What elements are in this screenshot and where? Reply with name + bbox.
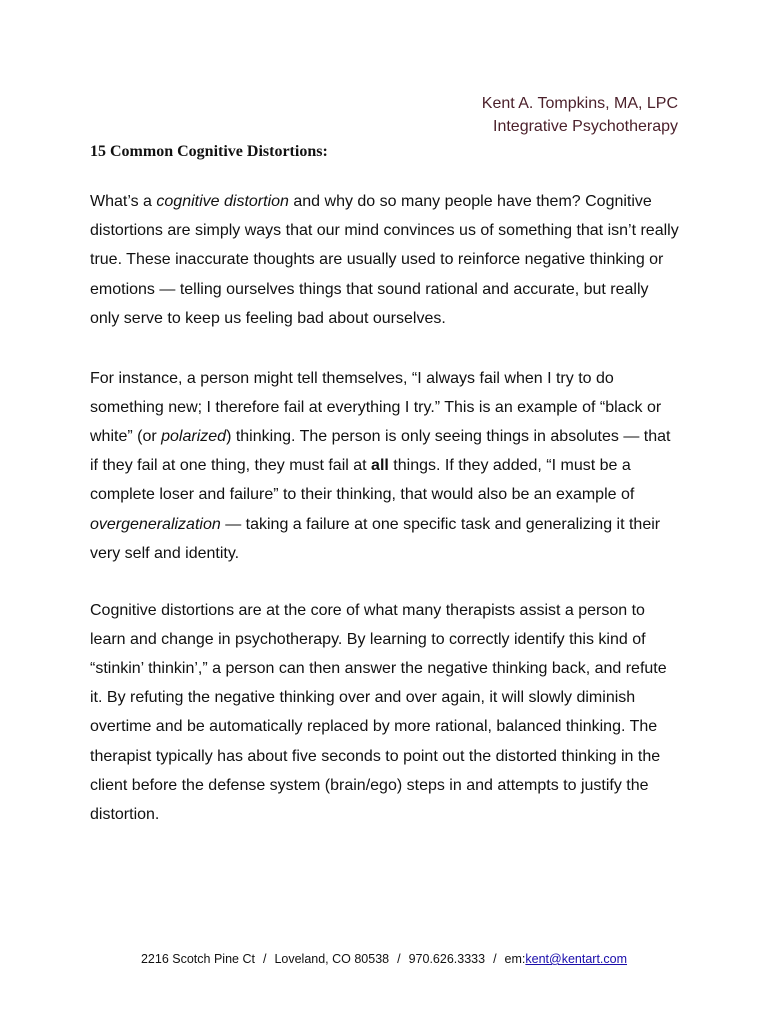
paragraph-therapy-text: Cognitive distortions are at the core of what many therapists assist a person to learn and change in psychotherapy. By learning to correctly identify this kind of “stinkin’ thinkin’,” a person can then answer the negative thinking back, and refute it. By refuting the negative thinking over and over again, it will slowly diminish overtime and be automatically replaced by more rational, balanced thinking. The therapist typically has about five seconds to point out the distorted thinking in the client before the defense system (brain/ego) steps in and attempts to justify the distortion. bbox=[90, 601, 667, 823]
emphasis-all: all bbox=[371, 457, 389, 475]
footer-phone: 970.626.3333 bbox=[408, 952, 486, 966]
letterhead bbox=[482, 92, 678, 138]
paragraph-example-text-4: — taking a failure at one specific task and generalizing it their very self and identity. bbox=[90, 515, 661, 562]
footer-contact bbox=[0, 952, 768, 966]
paragraph-example-text-3: things. If they added, “I must be a complete loser and failure” to their thinking, that would also be an example of bbox=[90, 457, 635, 504]
term-cognitive-distortion: cognitive distortion bbox=[156, 193, 289, 210]
term-polarized: polarized bbox=[161, 427, 227, 445]
paragraph-intro bbox=[90, 187, 680, 333]
author-name: Kent A. Tompkins, MA, LPC bbox=[481, 95, 678, 112]
term-overgeneralization: overgeneralization bbox=[90, 515, 221, 533]
paragraph-intro-text-1: What’s a bbox=[90, 193, 157, 210]
footer-separator: / bbox=[397, 952, 401, 966]
footer-separator: / bbox=[493, 952, 497, 966]
paragraph-example-text-2: ) thinking. The person is only seeing things in absolutes — that if they fail at one thing, they must fail at bbox=[90, 427, 671, 475]
paragraph-therapy bbox=[90, 596, 680, 830]
paragraph-example-text-1: For instance, a person might tell themselves, “I always fail when I try to do something new; I therefore fail at everything I try.” This is an example of “black or white” (or bbox=[90, 369, 662, 445]
footer-email-prefix: em: bbox=[504, 952, 526, 966]
footer-city: Loveland, CO 80538 bbox=[274, 952, 390, 966]
paragraph-intro-text-2: and why do so many people have them? Cognitive distortions are simply ways that our mind convinces us of something that isn’t really true. These inaccurate thoughts are usually used to reinforce negative thinking or emotions — telling ourselves things that sound rational and accurate, but really only serve to keep us feeling bad about ourselves. bbox=[90, 193, 679, 327]
paragraph-example bbox=[90, 364, 680, 568]
email-link[interactable]: kent@kentart.com bbox=[525, 952, 628, 966]
document-title: 15 Common Cognitive Distortions: bbox=[90, 143, 328, 160]
footer-street: 2216 Scotch Pine Ct bbox=[140, 952, 255, 966]
footer-separator: / bbox=[262, 952, 267, 966]
practice-name: Integrative Psychotherapy bbox=[493, 118, 678, 135]
